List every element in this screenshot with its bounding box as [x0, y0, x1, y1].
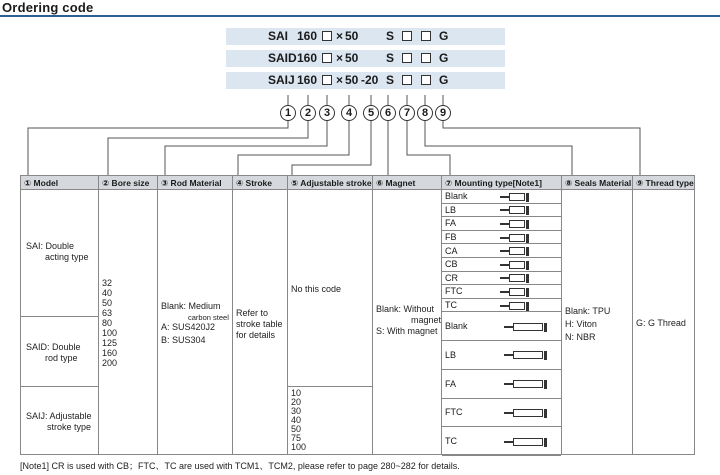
mounting-row	[442, 299, 561, 313]
mounting-row	[442, 272, 561, 286]
position-number: 8	[417, 105, 433, 121]
mounting-row	[442, 399, 561, 428]
ordering-table	[20, 175, 695, 455]
mounting-row	[442, 190, 561, 204]
position-number: 7	[399, 105, 415, 121]
footnote: [Note1] CR is used with CB；FTC、TC are used with TCM1、TCM2, please refer to page 280~282 for details.	[20, 461, 460, 471]
mounting-row	[442, 370, 561, 399]
code-x: ×	[336, 73, 344, 87]
cylinder-icon	[500, 260, 560, 270]
code-bore: 160	[297, 29, 318, 43]
cylinder-icon	[500, 273, 560, 283]
position-number: 6	[380, 105, 396, 121]
mounting-row	[442, 217, 561, 231]
cylinder-icon	[500, 219, 560, 229]
column-magnet	[373, 175, 442, 455]
cylinder-icon	[504, 322, 564, 332]
position-number: 2	[300, 105, 316, 121]
magnet-line1: Blank: Without	[376, 304, 435, 314]
column-stroke	[233, 175, 288, 455]
mounting-row	[442, 231, 561, 245]
mounting-label: Blank	[445, 191, 468, 202]
stroke-line1: Refer to	[236, 308, 269, 318]
column-header-magnet: ⑥ Magnet	[373, 176, 441, 190]
code-g: G	[439, 29, 449, 43]
adjustable-value: 75	[291, 433, 302, 443]
column-header-stroke: ④ Stroke	[233, 176, 287, 190]
thread-value: G: G Thread	[636, 318, 686, 328]
model-said-line1: SAID: Double	[26, 342, 81, 352]
mounting-label: LB	[445, 349, 457, 360]
magnet-line3: S: With magnet	[376, 326, 438, 336]
mounting-label: TC	[445, 436, 457, 447]
cylinder-icon	[504, 437, 564, 447]
mounting-row	[442, 427, 561, 456]
section-title: Ordering code	[2, 0, 94, 15]
seals-line3: N: NBR	[565, 332, 596, 342]
column-header-seals: ⑧ Seals Material	[562, 176, 632, 190]
model-sai-line2: acting type	[45, 252, 89, 262]
stroke-line2: stroke table	[236, 319, 283, 329]
code-s: S	[386, 51, 395, 65]
mounting-label: FA	[445, 218, 457, 229]
adjustable-value: 30	[291, 406, 302, 416]
adjustable-value: 50	[291, 424, 302, 434]
column-bore	[99, 175, 158, 455]
cylinder-icon	[504, 379, 564, 389]
row-divider	[288, 386, 372, 387]
bore-size: 63	[102, 308, 113, 318]
cylinder-icon	[500, 205, 560, 215]
bore-size: 200	[102, 358, 118, 368]
bore-size: 40	[102, 288, 113, 298]
cylinder-icon	[504, 408, 564, 418]
code-stroke: 50	[345, 73, 359, 87]
mounting-label: FTC	[445, 407, 463, 418]
row-divider	[21, 316, 98, 317]
cylinder-icon	[500, 287, 560, 297]
position-number: 3	[319, 105, 335, 121]
column-seals	[562, 175, 633, 455]
model-sai-line1: SAI: Double	[26, 241, 75, 251]
row-divider	[21, 386, 98, 387]
code-g: G	[439, 51, 449, 65]
mounting-row	[442, 341, 561, 370]
rod-line3: A: SUS420J2	[161, 322, 216, 332]
column-header-model: ① Model	[21, 176, 98, 190]
code-s: S	[386, 29, 395, 43]
bore-size: 100	[102, 328, 118, 338]
bore-size: 125	[102, 338, 118, 348]
cylinder-icon	[500, 192, 560, 202]
bore-size: 80	[102, 318, 113, 328]
column-mounting	[442, 175, 562, 455]
column-thread	[633, 175, 695, 455]
bore-size: 50	[102, 298, 113, 308]
position-number: 4	[341, 105, 357, 121]
mounting-label: CA	[445, 245, 458, 256]
rod-line4: B: SUS304	[161, 335, 206, 345]
code-prefix: SAI	[268, 29, 289, 43]
bore-size: 160	[102, 348, 118, 358]
code-bore: 160	[297, 51, 318, 65]
mounting-row	[442, 258, 561, 272]
code-s: S	[386, 73, 395, 87]
code-g: G	[439, 73, 449, 87]
cylinder-icon	[504, 350, 564, 360]
model-said-line2: rod type	[45, 353, 78, 363]
column-model	[20, 175, 99, 455]
model-saij-line2: stroke type	[47, 422, 92, 432]
column-adjustable	[288, 175, 373, 455]
adjustable-value: 100	[291, 442, 307, 452]
cylinder-icon	[500, 246, 560, 256]
rod-line2: carbon steel	[188, 313, 229, 322]
code-prefix: SAID	[268, 51, 297, 65]
mounting-label: TC	[445, 300, 457, 311]
column-header-thread: ⑨ Thread type	[633, 176, 694, 190]
mounting-row	[442, 204, 561, 218]
column-header-mounting: ⑦ Mounting type[Note1]	[442, 176, 561, 190]
adjustable-value: 20	[291, 397, 302, 407]
rod-line1: Blank: Medium	[161, 301, 221, 311]
mounting-row	[442, 285, 561, 299]
mounting-label: LB	[445, 204, 457, 215]
code-x: ×	[336, 51, 344, 65]
position-number: 9	[435, 105, 451, 121]
mounting-label: CR	[445, 272, 458, 283]
stroke-line3: for details	[236, 330, 276, 340]
adjustable-no-code: No this code	[291, 284, 342, 294]
bore-size: 32	[102, 278, 113, 288]
cylinder-icon	[500, 233, 560, 243]
adjustable-value: 10	[291, 388, 302, 398]
mounting-label: FTC	[445, 286, 463, 297]
mounting-label: FB	[445, 232, 457, 243]
cylinder-icon	[500, 301, 560, 311]
seals-line1: Blank: TPU	[565, 306, 611, 316]
column-rod	[158, 175, 233, 455]
adjustable-value: 40	[291, 415, 302, 425]
mounting-label: FA	[445, 378, 457, 389]
mounting-row	[442, 312, 561, 341]
code-adj: -20	[361, 73, 379, 87]
code-stroke: 50	[345, 51, 359, 65]
column-header-rod: ③ Rod Material	[158, 176, 232, 190]
seals-line2: H: Viton	[565, 319, 597, 329]
column-header-adjustable: ⑤ Adjustable stroke	[288, 176, 372, 190]
code-bore: 160	[297, 73, 318, 87]
position-number: 1	[280, 105, 296, 121]
position-number: 5	[363, 105, 379, 121]
mounting-row	[442, 244, 561, 258]
model-saij-line1: SAIJ: Adjustable	[26, 411, 92, 421]
leader-lines	[0, 0, 720, 180]
mounting-label: CB	[445, 259, 458, 270]
magnet-line2: magnet	[411, 315, 442, 325]
column-header-bore: ② Bore size	[99, 176, 157, 190]
code-x: ×	[336, 29, 344, 43]
code-prefix: SAIJ	[268, 73, 295, 87]
mounting-label: Blank	[445, 321, 468, 332]
code-stroke: 50	[345, 29, 359, 43]
